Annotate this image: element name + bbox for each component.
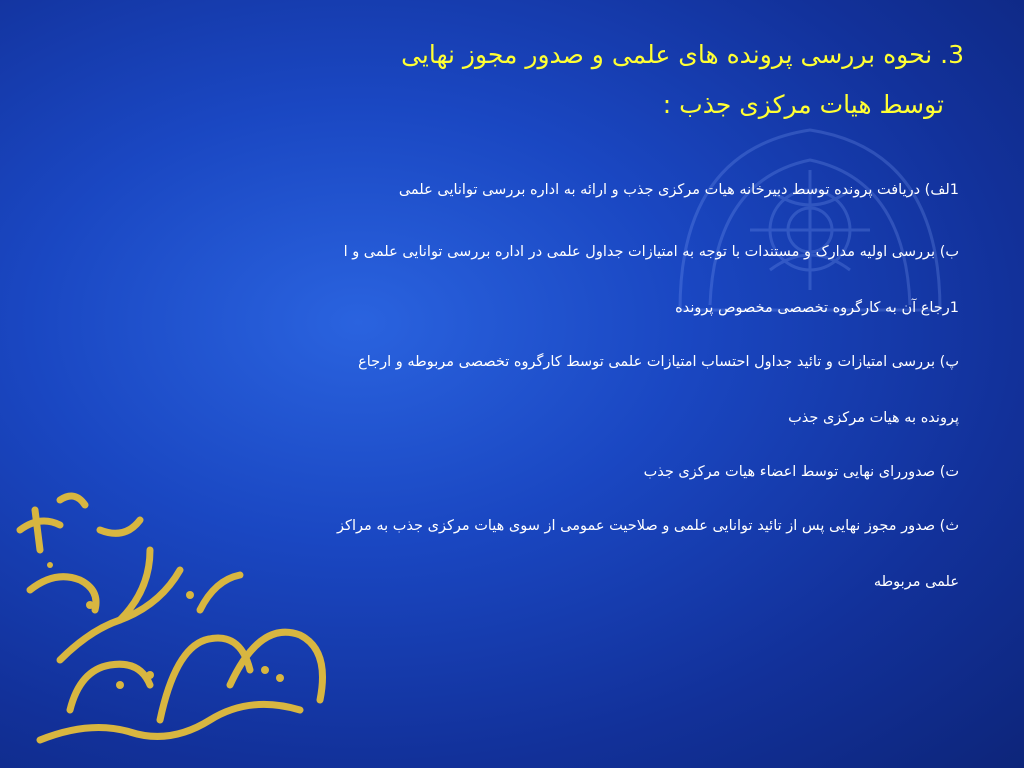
slide-title [401, 30, 964, 130]
title-line-2: توسط هیات مرکزی جذب : [662, 90, 944, 119]
item-line: ث) صدور مجوز نهایی پس از تائید توانایی علمی و صلاحیت عمومی از سوی هیات مرکزی جذب به مراکز [337, 518, 959, 534]
item-line: 1رجاع آن به کارگروه تخصصی مخصوص پرونده [675, 300, 959, 316]
item-line: علمی مربوطه [873, 574, 959, 590]
title-line-1: 3. نحوه بررسی پرونده های علمی و صدور مجوز نهایی [401, 40, 964, 69]
calligraphy-logo [0, 470, 360, 768]
item-line: ت) صدوررای نهایی توسط اعضاء هیات مرکزی جذب [643, 464, 959, 480]
item-line: ب) بررسی اولیه مدارک و مستندات با توجه به امتیازات جداول علمی در اداره بررسی توانایی علمی و ا [343, 244, 959, 260]
item-line: پرونده به هیات مرکزی جذب [788, 410, 959, 426]
item-line: 1لف) دریافت پرونده توسط دبیرخانه هیات مرکزی جذب و ارائه به اداره بررسی توانایی علمی [398, 182, 959, 198]
item-line: پ) بررسی امتیازات و تائید جداول احتساب امتیازات علمی توسط کارگروه تخصصی مربوطه و ارجاع [358, 354, 959, 370]
